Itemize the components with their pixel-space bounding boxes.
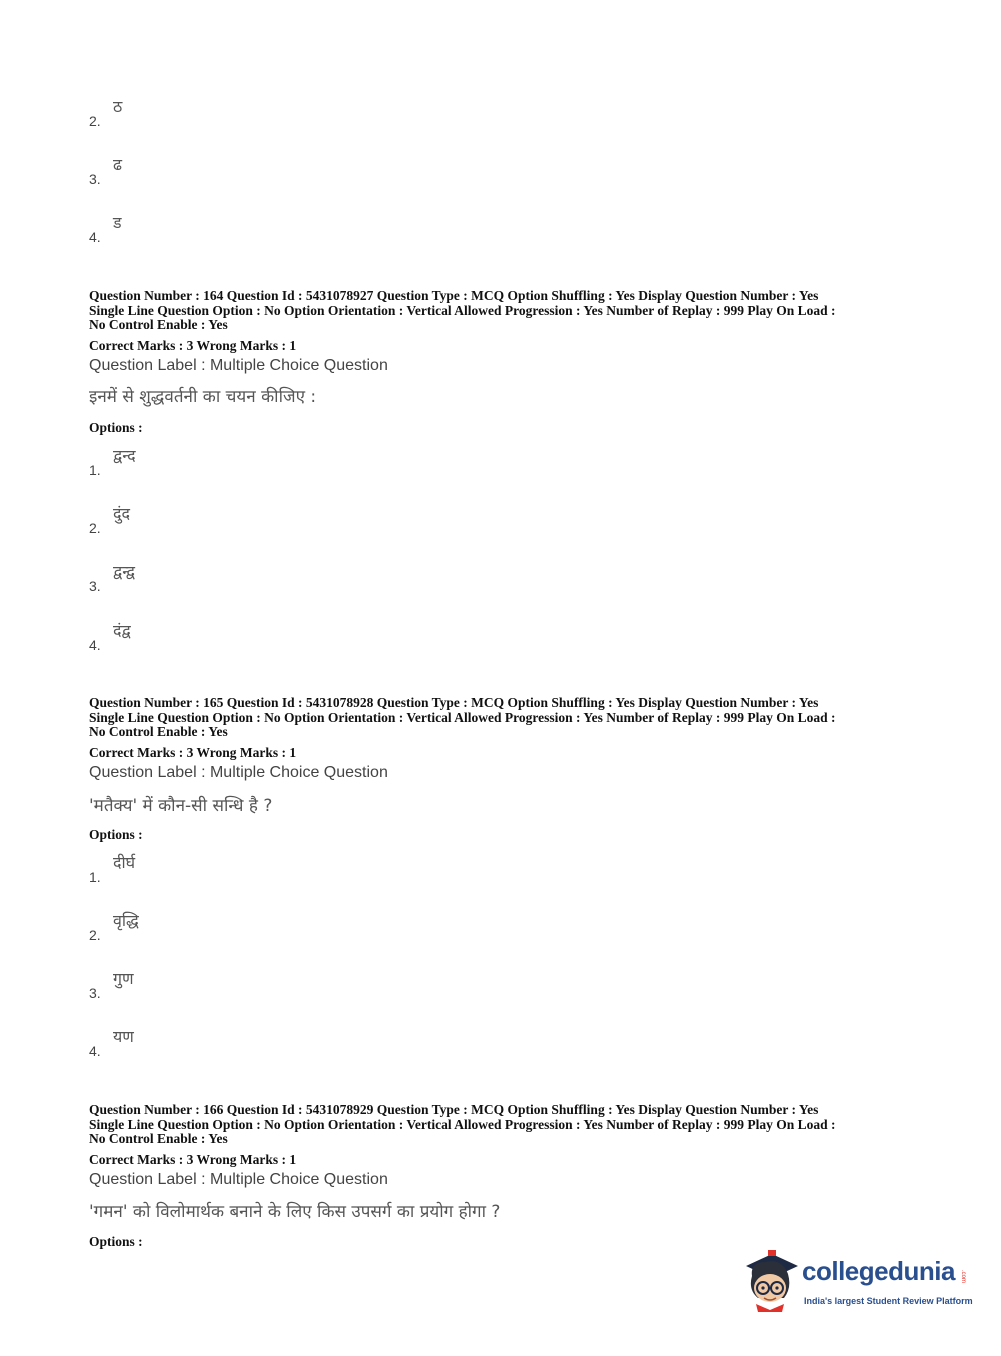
question-text: 'गमन' को विलोमार्थक बनाने के लिए किस उपसर्ग का प्रयोग होगा ? bbox=[89, 1202, 501, 1222]
option-number: 1. bbox=[89, 462, 101, 478]
meta-line: No Control Enable : Yes bbox=[89, 724, 228, 739]
option-number: 2. bbox=[89, 113, 101, 129]
meta-line: No Control Enable : Yes bbox=[89, 317, 228, 332]
meta-line: Single Line Question Option : No Option Orientation : Vertical Allowed Progression : Yes Number of Replay : 999 Play On Load : bbox=[89, 302, 836, 318]
question-meta bbox=[89, 289, 919, 333]
options-heading: Options : bbox=[89, 827, 143, 842]
option-text: वृद्धि bbox=[113, 911, 139, 930]
option-number: 4. bbox=[89, 1043, 101, 1059]
option-text: दंद्व bbox=[113, 621, 131, 640]
question-label: Question Label : Multiple Choice Question bbox=[89, 357, 388, 374]
question-label: Question Label : Multiple Choice Question bbox=[89, 764, 388, 781]
collegedunia-logo bbox=[742, 1248, 974, 1314]
marks-line: Correct Marks : 3 Wrong Marks : 1 bbox=[89, 745, 297, 760]
brand-suffix: .com bbox=[960, 1270, 966, 1284]
option-number: 3. bbox=[89, 985, 101, 1001]
option-number: 2. bbox=[89, 927, 101, 943]
question-label: Question Label : Multiple Choice Question bbox=[89, 1171, 388, 1188]
option-text: गुण bbox=[113, 969, 134, 988]
option-text: ढ bbox=[113, 155, 123, 174]
option-number: 4. bbox=[89, 637, 101, 653]
option-number: 4. bbox=[89, 229, 101, 245]
mascot-icon bbox=[742, 1248, 802, 1312]
brand-tagline: India's largest Student Review Platform bbox=[804, 1296, 973, 1306]
marks-line: Correct Marks : 3 Wrong Marks : 1 bbox=[89, 338, 297, 353]
meta-line: No Control Enable : Yes bbox=[89, 1131, 228, 1146]
meta-line: Single Line Question Option : No Option Orientation : Vertical Allowed Progression : Yes Number of Replay : 999 Play On Load : bbox=[89, 709, 836, 725]
brand-name: collegedunia bbox=[802, 1256, 955, 1286]
options-heading: Options : bbox=[89, 420, 143, 435]
option-text: द्वन्द bbox=[113, 446, 136, 465]
option-number: 3. bbox=[89, 171, 101, 187]
option-number: 2. bbox=[89, 520, 101, 536]
options-heading: Options : bbox=[89, 1234, 143, 1249]
option-text: दीर्घ bbox=[113, 853, 136, 872]
option-text: यण bbox=[113, 1027, 134, 1046]
meta-line: Question Number : 164 Question Id : 5431078927 Question Type : MCQ Option Shuffling : Yes Display Question Number : Yes bbox=[89, 288, 819, 303]
question-text: इनमें से शुद्धवर्तनी का चयन कीजिए : bbox=[89, 387, 317, 407]
option-text: द्वन्द्व bbox=[113, 562, 135, 581]
question-text: 'मतैक्य' में कौन-सी सन्धि है ? bbox=[89, 796, 273, 816]
meta-line: Question Number : 166 Question Id : 5431078929 Question Type : MCQ Option Shuffling : Yes Display Question Number : Yes bbox=[89, 1102, 819, 1117]
marks-line: Correct Marks : 3 Wrong Marks : 1 bbox=[89, 1152, 297, 1167]
option-text: दुंद bbox=[113, 504, 130, 523]
meta-line: Single Line Question Option : No Option Orientation : Vertical Allowed Progression : Yes Number of Replay : 999 Play On Load : bbox=[89, 1116, 836, 1132]
option-number: 1. bbox=[89, 869, 101, 885]
option-text: ड bbox=[113, 213, 122, 232]
question-meta bbox=[89, 696, 919, 740]
meta-line: Question Number : 165 Question Id : 5431078928 Question Type : MCQ Option Shuffling : Yes Display Question Number : Yes bbox=[89, 695, 819, 710]
option-number: 3. bbox=[89, 578, 101, 594]
option-text: ठ bbox=[113, 97, 123, 116]
question-meta bbox=[89, 1103, 919, 1147]
